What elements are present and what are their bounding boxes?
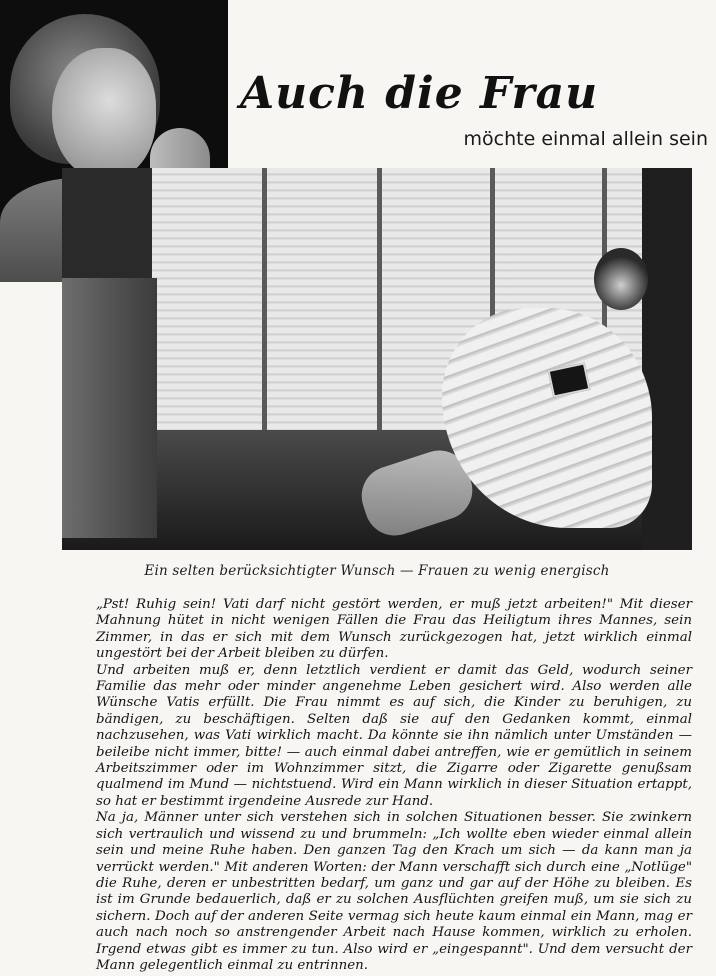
paragraph-1: „Pst! Ruhig sein! Vati darf nicht gestört werden, er muß jetzt arbeiten!" Mit dieser Mahnung hütet in nicht wenigen Fällen die Frau das Heiligtum ihres Mannes, sein Zimmer, in das er sich mit dem Wunsch zurückgezogen hat, jetzt wirklich einmal ungestört bei der Arbeit bleiben zu dürfen. (96, 597, 692, 662)
article-subtitle: möchte einmal allein sein (463, 128, 708, 150)
portrait-face (52, 48, 156, 180)
paragraph-2: Und arbeiten muß er, denn letztlich verdient er damit das Geld, wodurch seiner Familie das mehr oder minder angenehme Leben gesichert wird. Also werden alle Wünsche Vatis erfüllt. Die Frau nimmt es auf sich, die Kinder zu beruhigen, zu bändigen, zu beschäftigen. Selten daß sie auf den Gedanken kommt, einmal nachzusehen, was Vati wirklich macht. Da könnte sie ihn nämlich unter Umständen — beileibe nicht immer, bitte! — auch einmal dabei antreffen, wie er gemütlich in seinem Arbeitszimmer oder im Wohnzimmer sitzt, die Zigarre oder Zigarette genußsam qualmend im Mund — nichtstuend. Wird ein Mann wirklich in dieser Situation ertappt, so hat er bestimmt irgendeine Ausrede zur Hand. (96, 662, 692, 809)
paragraph-3: Na ja, Männer unter sich verstehen sich in solchen Situationen besser. Sie zwinkern sich vertraulich und wissend zu und brummeln: „Ich wollte eben wieder einmal allein sein und meine Ruhe haben. Den ganzen Tag den Krach um sich — da kann man ja verrückt werden." Mit anderen Worten: der Mann verschafft sich durch eine „Notlüge" die Ruhe, deren er unbestritten bedarf, um ganz und gar auf der Höhe zu bleiben. Es ist im Grunde bedauerlich, daß er zu solchen Ausflüchten greifen muß, um sie sich zu sichern. Doch auf der anderen Seite vermag sich heute kaum einmal ein Mann, mag er auch nach noch so anstrengender Arbeit nach Hause kommen, wirklich zu erholen. Irgend etwas gibt es immer zu tun. Also wird er „eingespannt". Und dem versucht der Mann gelegentlich einmal zu entrinnen. (96, 810, 692, 973)
photo-caption: Ein selten berücksichtigter Wunsch — Frauen zu wenig energisch (144, 563, 610, 579)
blind-pole (262, 168, 267, 430)
woman-head (594, 248, 648, 310)
article-title: Auch die Frau (240, 68, 599, 119)
article-body (96, 597, 692, 974)
main-photo (62, 168, 692, 550)
desk (62, 278, 157, 538)
blind-pole (377, 168, 382, 430)
